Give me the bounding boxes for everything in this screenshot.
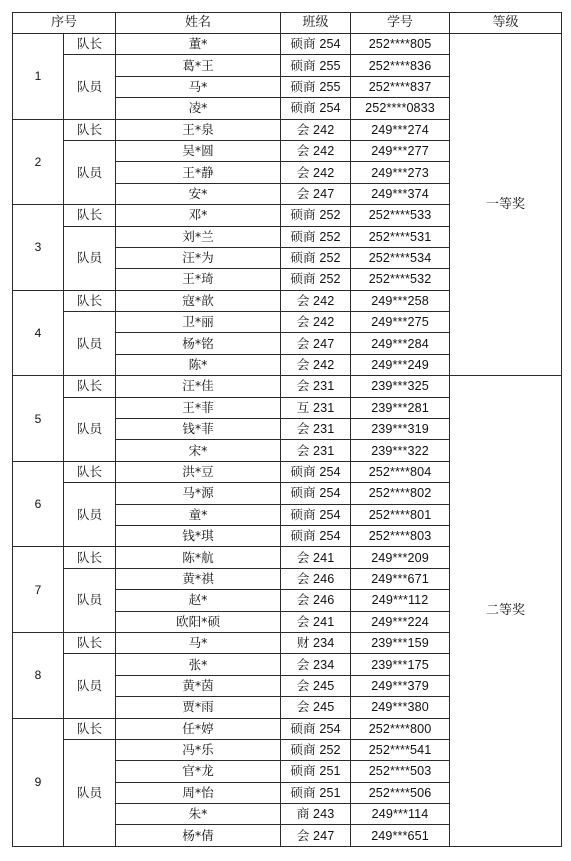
student-class: 硕商 254 — [281, 98, 351, 119]
role-leader: 队长 — [64, 718, 116, 739]
header-class: 班级 — [281, 13, 351, 34]
student-id: 239***319 — [351, 419, 450, 440]
header-seq: 序号 — [13, 13, 116, 34]
student-name: 马* — [116, 632, 281, 653]
role-leader: 队长 — [64, 461, 116, 482]
student-name: 王*静 — [116, 162, 281, 183]
header-row — [13, 13, 562, 34]
student-name: 贾*雨 — [116, 697, 281, 718]
award-table — [12, 12, 562, 847]
student-name: 周*怡 — [116, 782, 281, 803]
student-name: 童* — [116, 504, 281, 525]
student-name: 葛*王 — [116, 55, 281, 76]
student-name: 杨*铭 — [116, 333, 281, 354]
student-class: 会 241 — [281, 611, 351, 632]
team-seq: 9 — [13, 718, 64, 846]
student-name: 马*源 — [116, 483, 281, 504]
student-class: 会 231 — [281, 440, 351, 461]
student-name: 寇*歆 — [116, 290, 281, 311]
role-leader: 队长 — [64, 632, 116, 653]
student-id: 249***671 — [351, 568, 450, 589]
student-name: 卫*丽 — [116, 312, 281, 333]
student-id: 249***209 — [351, 547, 450, 568]
student-id: 249***249 — [351, 354, 450, 375]
role-leader: 队长 — [64, 290, 116, 311]
student-class: 会 242 — [281, 119, 351, 140]
student-class: 会 242 — [281, 312, 351, 333]
student-id: 252****531 — [351, 226, 450, 247]
award-second: 二等奖 — [450, 376, 562, 847]
student-id: 249***258 — [351, 290, 450, 311]
student-id: 252****837 — [351, 76, 450, 97]
student-id: 252****506 — [351, 782, 450, 803]
student-class: 会 234 — [281, 654, 351, 675]
student-id: 249***112 — [351, 590, 450, 611]
student-class: 硕商 254 — [281, 504, 351, 525]
student-class: 硕商 251 — [281, 782, 351, 803]
student-class: 互 231 — [281, 397, 351, 418]
student-id: 252****0833 — [351, 98, 450, 119]
student-class: 硕商 252 — [281, 269, 351, 290]
student-class: 会 231 — [281, 419, 351, 440]
role-leader: 队长 — [64, 205, 116, 226]
student-name: 马* — [116, 76, 281, 97]
student-id: 239***281 — [351, 397, 450, 418]
student-name: 刘*兰 — [116, 226, 281, 247]
student-class: 硕商 254 — [281, 525, 351, 546]
team-seq: 1 — [13, 34, 64, 120]
student-class: 硕商 254 — [281, 483, 351, 504]
student-id: 239***175 — [351, 654, 450, 675]
student-class: 硕商 254 — [281, 718, 351, 739]
team-seq: 6 — [13, 461, 64, 547]
student-id: 249***224 — [351, 611, 450, 632]
student-id: 249***273 — [351, 162, 450, 183]
header-name: 姓名 — [116, 13, 281, 34]
role-member: 队员 — [64, 739, 116, 846]
student-class: 会 242 — [281, 290, 351, 311]
table-row — [13, 34, 562, 55]
student-name: 欧阳*硕 — [116, 611, 281, 632]
student-id: 249***277 — [351, 140, 450, 161]
student-id: 252****801 — [351, 504, 450, 525]
student-id: 249***379 — [351, 675, 450, 696]
student-id: 252****804 — [351, 461, 450, 482]
student-name: 董* — [116, 34, 281, 55]
student-id: 252****805 — [351, 34, 450, 55]
award-first: 一等奖 — [450, 34, 562, 376]
student-id: 249***651 — [351, 825, 450, 846]
student-class: 硕商 252 — [281, 739, 351, 760]
student-name: 王*琦 — [116, 269, 281, 290]
student-class: 硕商 254 — [281, 34, 351, 55]
role-leader: 队长 — [64, 376, 116, 397]
team-seq: 8 — [13, 632, 64, 718]
team-seq: 7 — [13, 547, 64, 633]
student-name: 陈*航 — [116, 547, 281, 568]
student-id: 252****836 — [351, 55, 450, 76]
student-id: 252****541 — [351, 739, 450, 760]
student-name: 官*龙 — [116, 761, 281, 782]
student-name: 洪*豆 — [116, 461, 281, 482]
student-class: 会 245 — [281, 697, 351, 718]
student-name: 杨*倩 — [116, 825, 281, 846]
student-name: 陈* — [116, 354, 281, 375]
student-name: 张* — [116, 654, 281, 675]
student-name: 钱*琪 — [116, 525, 281, 546]
student-name: 安* — [116, 183, 281, 204]
student-name: 黄*祺 — [116, 568, 281, 589]
student-id: 252****800 — [351, 718, 450, 739]
role-member: 队员 — [64, 483, 116, 547]
student-class: 硕商 255 — [281, 55, 351, 76]
student-id: 252****503 — [351, 761, 450, 782]
student-name: 汪*为 — [116, 247, 281, 268]
student-class: 会 246 — [281, 568, 351, 589]
student-id: 239***325 — [351, 376, 450, 397]
role-member: 队员 — [64, 654, 116, 718]
student-class: 硕商 255 — [281, 76, 351, 97]
student-class: 硕商 251 — [281, 761, 351, 782]
student-id: 252****803 — [351, 525, 450, 546]
student-id: 249***275 — [351, 312, 450, 333]
student-class: 商 243 — [281, 804, 351, 825]
role-leader: 队长 — [64, 34, 116, 55]
student-id: 252****534 — [351, 247, 450, 268]
student-class: 会 242 — [281, 162, 351, 183]
student-class: 硕商 252 — [281, 226, 351, 247]
student-class: 会 245 — [281, 675, 351, 696]
student-id: 249***374 — [351, 183, 450, 204]
student-name: 黄*茵 — [116, 675, 281, 696]
student-class: 会 241 — [281, 547, 351, 568]
student-name: 王*泉 — [116, 119, 281, 140]
student-name: 邓* — [116, 205, 281, 226]
team-seq: 2 — [13, 119, 64, 205]
table-row — [13, 376, 562, 397]
student-name: 钱*菲 — [116, 419, 281, 440]
student-class: 硕商 252 — [281, 247, 351, 268]
student-id: 252****532 — [351, 269, 450, 290]
role-member: 队员 — [64, 55, 116, 119]
student-class: 硕商 254 — [281, 461, 351, 482]
student-id: 249***274 — [351, 119, 450, 140]
student-id: 249***380 — [351, 697, 450, 718]
student-id: 239***159 — [351, 632, 450, 653]
student-class: 会 242 — [281, 140, 351, 161]
team-seq: 3 — [13, 205, 64, 291]
student-name: 任*婷 — [116, 718, 281, 739]
role-member: 队员 — [64, 226, 116, 290]
student-id: 252****533 — [351, 205, 450, 226]
role-member: 队员 — [64, 568, 116, 632]
student-class: 会 247 — [281, 333, 351, 354]
student-class: 硕商 252 — [281, 205, 351, 226]
student-class: 财 234 — [281, 632, 351, 653]
role-leader: 队长 — [64, 119, 116, 140]
student-class: 会 247 — [281, 183, 351, 204]
student-class: 会 231 — [281, 376, 351, 397]
student-name: 吴*圆 — [116, 140, 281, 161]
table-body — [13, 34, 562, 847]
student-name: 冯*乐 — [116, 739, 281, 760]
role-member: 队员 — [64, 140, 116, 204]
student-class: 会 246 — [281, 590, 351, 611]
student-name: 汪*佳 — [116, 376, 281, 397]
role-leader: 队长 — [64, 547, 116, 568]
student-name: 朱* — [116, 804, 281, 825]
student-name: 宋* — [116, 440, 281, 461]
student-name: 王*菲 — [116, 397, 281, 418]
student-id: 249***284 — [351, 333, 450, 354]
header-student-id: 学号 — [351, 13, 450, 34]
student-class: 会 247 — [281, 825, 351, 846]
team-seq: 4 — [13, 290, 64, 376]
role-member: 队员 — [64, 397, 116, 461]
header-level: 等级 — [450, 13, 562, 34]
team-seq: 5 — [13, 376, 64, 462]
role-member: 队员 — [64, 312, 116, 376]
student-id: 239***322 — [351, 440, 450, 461]
student-id: 252****802 — [351, 483, 450, 504]
student-name: 凌* — [116, 98, 281, 119]
student-name: 赵* — [116, 590, 281, 611]
student-class: 会 242 — [281, 354, 351, 375]
student-id: 249***114 — [351, 804, 450, 825]
